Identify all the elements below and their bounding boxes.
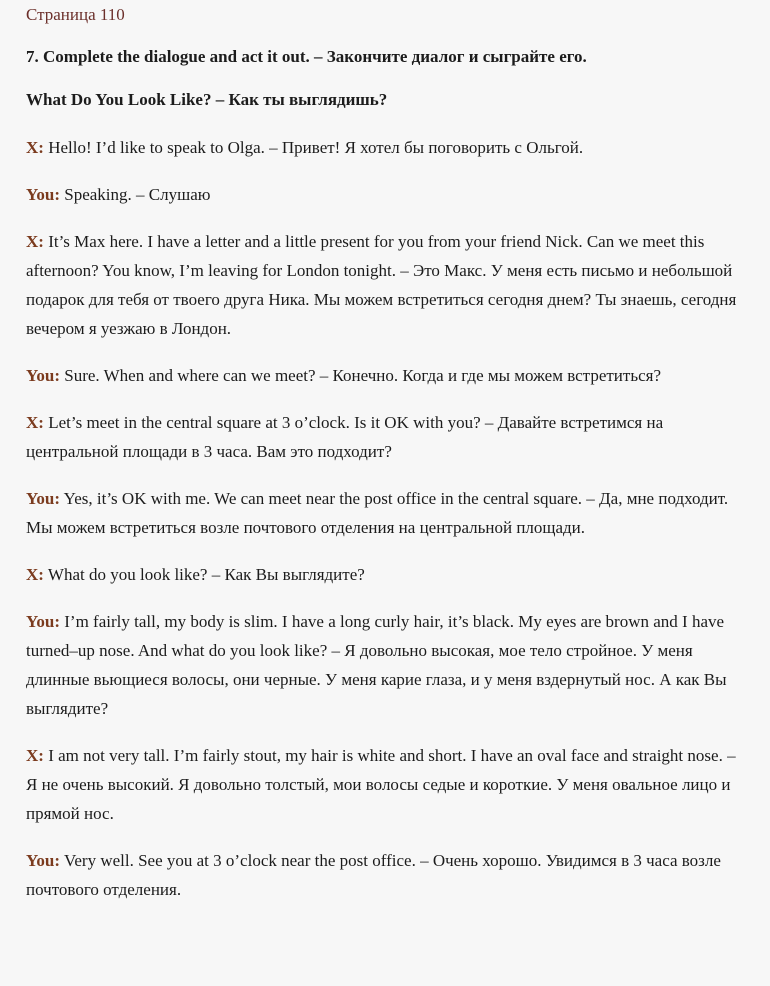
dialogue-line: [26, 607, 744, 723]
speaker-label: X:: [26, 746, 44, 765]
dialogue-line: [26, 560, 744, 589]
line-text: Let’s meet in the central square at 3 o’clock. Is it OK with you? – Давайте встретимся на центральной площади в 3 часа. Вам это подходит?: [26, 413, 664, 461]
speaker-label: X:: [26, 232, 44, 251]
line-text: Sure. When and where can we meet? – Конечно. Когда и где мы можем встретиться?: [64, 366, 661, 385]
line-text: Hello! I’d like to speak to Olga. – Привет! Я хотел бы поговорить с Ольгой.: [48, 138, 584, 157]
dialogue-line: [26, 180, 744, 209]
dialogue: [26, 133, 744, 904]
dialogue-line: [26, 484, 744, 542]
dialogue-line: [26, 846, 744, 904]
line-text: I’m fairly tall, my body is slim. I have a long curly hair, it’s black. My eyes are brown and I have turned–up nose. And what do you look like? – Я довольно высокая, мое тело стройное. У меня длинные вьющиеся волосы, они черные. У меня карие глаза, и у меня вздернутый нос. А как Вы выглядите?: [26, 612, 727, 718]
dialogue-line: [26, 408, 744, 466]
speaker-label: X:: [26, 138, 44, 157]
speaker-label: X:: [26, 413, 44, 432]
dialogue-line: [26, 361, 744, 390]
speaker-label: You:: [26, 185, 61, 204]
dialogue-line: [26, 227, 744, 343]
dialogue-title: What Do You Look Like? – Как ты выглядишь?: [26, 90, 388, 109]
line-text: Very well. See you at 3 o’clock near the post office. – Очень хорошо. Увидимся в 3 часа возле почтового отделения.: [26, 851, 721, 899]
page-number: Страница 110: [26, 5, 125, 24]
line-text: I am not very tall. I’m fairly stout, my hair is white and short. I have an oval face and straight nose. – Я не очень высокий. Я довольно толстый, мои волосы седые и короткие. У меня овальное лицо и прямой нос.: [26, 746, 736, 823]
speaker-label: You:: [26, 612, 61, 631]
line-text: Yes, it’s OK with me. We can meet near the post office in the central square. – Да, мне подходит. Мы можем встретиться возле почтового отделения на центральной площади.: [26, 489, 729, 537]
speaker-label: You:: [26, 366, 61, 385]
line-text: What do you look like? – Как Вы выглядите?: [47, 565, 365, 584]
speaker-label: X:: [26, 565, 44, 584]
dialogue-line: [26, 741, 744, 828]
speaker-label: You:: [26, 489, 61, 508]
dialogue-line: [26, 133, 744, 162]
line-text: It’s Max here. I have a letter and a little present for you from your friend Nick. Can we meet this afternoon? You know, I’m leaving for London tonight. – Это Макс. У меня есть письмо и небольшой подарок для тебя от твоего друга Ника. Мы можем встретиться сегодня днем? Ты знаешь, сегодня вечером я уезжаю в Лондон.: [26, 232, 737, 338]
line-text: Speaking. – Слушаю: [64, 185, 211, 204]
task-title: 7. Complete the dialogue and act it out. – Закончите диалог и сыграйте его.: [26, 47, 587, 66]
speaker-label: You:: [26, 851, 61, 870]
